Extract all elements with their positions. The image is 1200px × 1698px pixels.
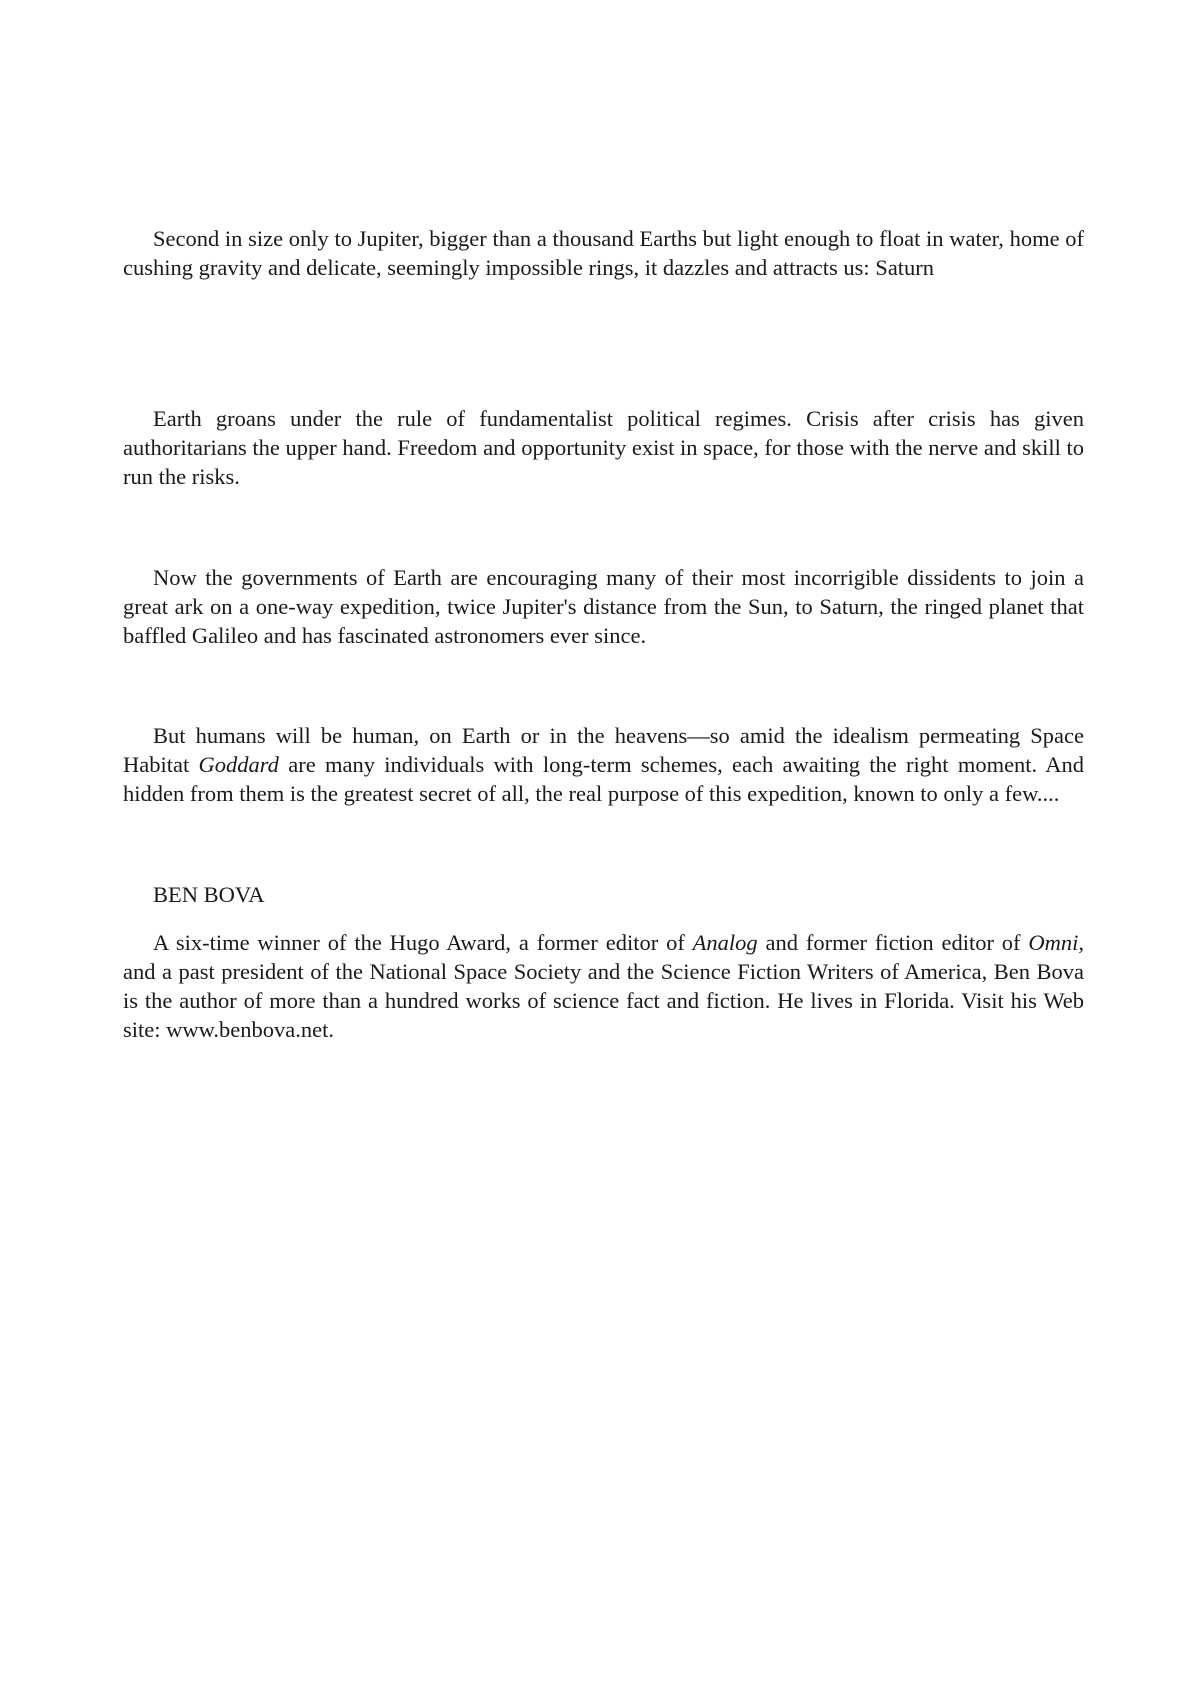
paragraph-earth-regimes: Earth groans under the rule of fundamentalist political regimes. Crisis after crisis has given authoritarians the upper hand. Freedom and opportunity exist in space, for those with the nerve and skill to run the risks. <box>123 406 1084 489</box>
paragraph-expedition: Now the governments of Earth are encouraging many of their most incorrigible dissidents to join a great ark on a one-way expedition, twice Jupiter's distance from the Sun, to Saturn, the ringed planet that baffled Galileo and has fascinated astronomers ever since. <box>123 565 1084 648</box>
bio-text: and a past president of the National Space Society and the Science Fiction Writers of America, Ben Bova is the author of more than a hundred works of science fact and fiction. He lives in Florida. Visit his Web site: www.benbova.net. <box>123 959 1084 1042</box>
author-heading: BEN BOVA <box>153 882 265 907</box>
author-bio <box>123 928 1084 1044</box>
paragraph-text: But humans will be human, on Earth or in the heavens—so amid the idealism permeating Space Habitat <box>123 723 1084 777</box>
habitat-name: Goddard <box>198 752 279 777</box>
bio-text: A six-time winner of the Hugo Award, a former editor of <box>153 930 693 955</box>
paragraph-text: are many individuals with long-term schemes, each awaiting the right moment. And hidden from them is the greatest secret of all, the real purpose of this expedition, known to only a few.... <box>123 752 1084 806</box>
magazine-title: Omni, <box>1028 930 1084 955</box>
paragraph-saturn-intro: Second in size only to Jupiter, bigger than a thousand Earths but light enough to float in water, home of cushing gravity and delicate, seemingly impossible rings, it dazzles and attracts us: Saturn <box>123 226 1084 280</box>
bio-text: and former fiction editor of <box>757 930 1029 955</box>
paragraph-goddard-secret <box>123 721 1084 808</box>
magazine-title: Analog <box>692 930 758 955</box>
